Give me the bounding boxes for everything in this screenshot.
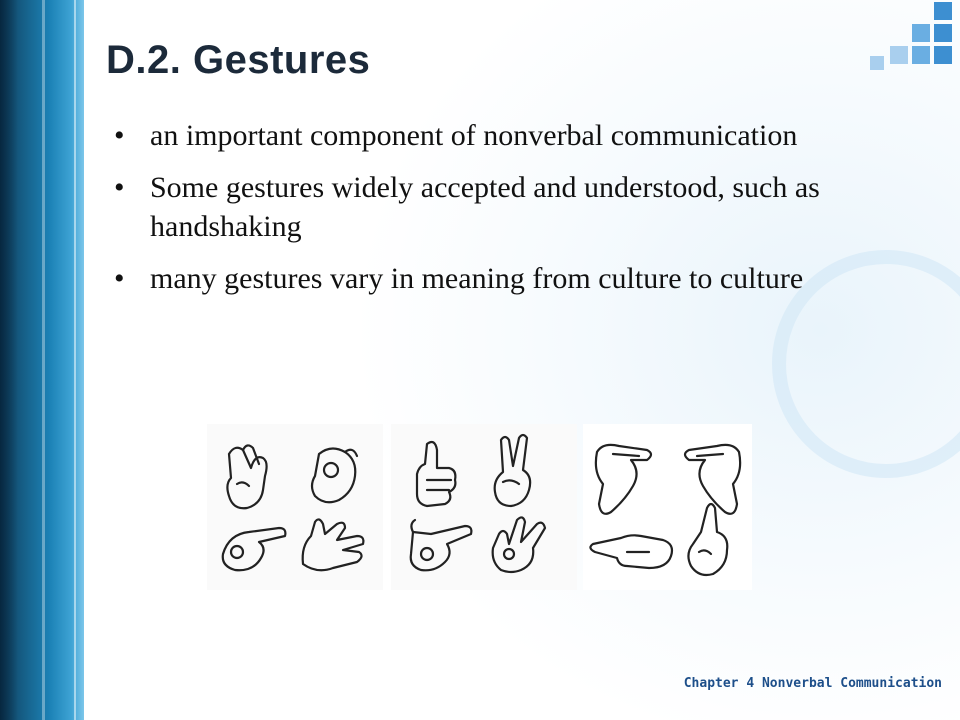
bullet-item xyxy=(110,168,870,246)
bullet-item xyxy=(110,253,870,305)
bullet-dot: • xyxy=(114,171,125,204)
left-bar-edge-highlight xyxy=(74,0,76,720)
pointing-left-hand-icon xyxy=(590,535,672,568)
open-hand-icon xyxy=(303,519,364,570)
left-accent-bar xyxy=(0,0,84,720)
peace-sign-hand-icon xyxy=(495,435,530,506)
corner-square xyxy=(934,46,952,64)
hand-gestures-panel-2 xyxy=(391,424,577,590)
bullet-dot: • xyxy=(114,119,125,152)
corner-squares-decoration xyxy=(860,0,960,80)
corner-square xyxy=(890,46,908,64)
left-bar-shade xyxy=(0,0,18,720)
pointing-hand-icon xyxy=(223,528,286,570)
bullet-text: Some gestures widely accepted and understood, such as handshaking xyxy=(150,171,820,243)
ok-gesture-hand-icon xyxy=(493,517,545,572)
hand-gestures-panel-1 xyxy=(207,424,383,590)
corner-square xyxy=(912,24,930,42)
corner-square xyxy=(912,46,930,64)
hand-gestures-panel-3 xyxy=(583,424,752,590)
open-palm-left-hand-icon xyxy=(596,445,651,514)
palm-hand-icon xyxy=(227,445,266,508)
chapter-footer: Chapter 4 Nonverbal Communication xyxy=(683,676,942,691)
bullet-item xyxy=(110,116,870,155)
bullet-dot: • xyxy=(114,262,125,295)
corner-square xyxy=(934,2,952,20)
hand-gestures-images xyxy=(207,424,752,590)
bullet-list xyxy=(110,116,870,318)
bullet-text: an important component of nonverbal communication xyxy=(150,119,798,152)
slide-title: D.2. Gestures xyxy=(106,38,371,82)
thumbs-up-hand-icon xyxy=(417,442,455,506)
bullet-text: many gestures vary in meaning from culture to culture xyxy=(150,262,804,295)
left-bar-highlight xyxy=(42,0,45,720)
index-up-hand-icon xyxy=(688,504,727,575)
corner-square xyxy=(870,56,884,70)
corner-square xyxy=(934,24,952,42)
finger-gun-hand-icon xyxy=(411,520,472,570)
ok-sign-hand-icon xyxy=(312,448,357,502)
